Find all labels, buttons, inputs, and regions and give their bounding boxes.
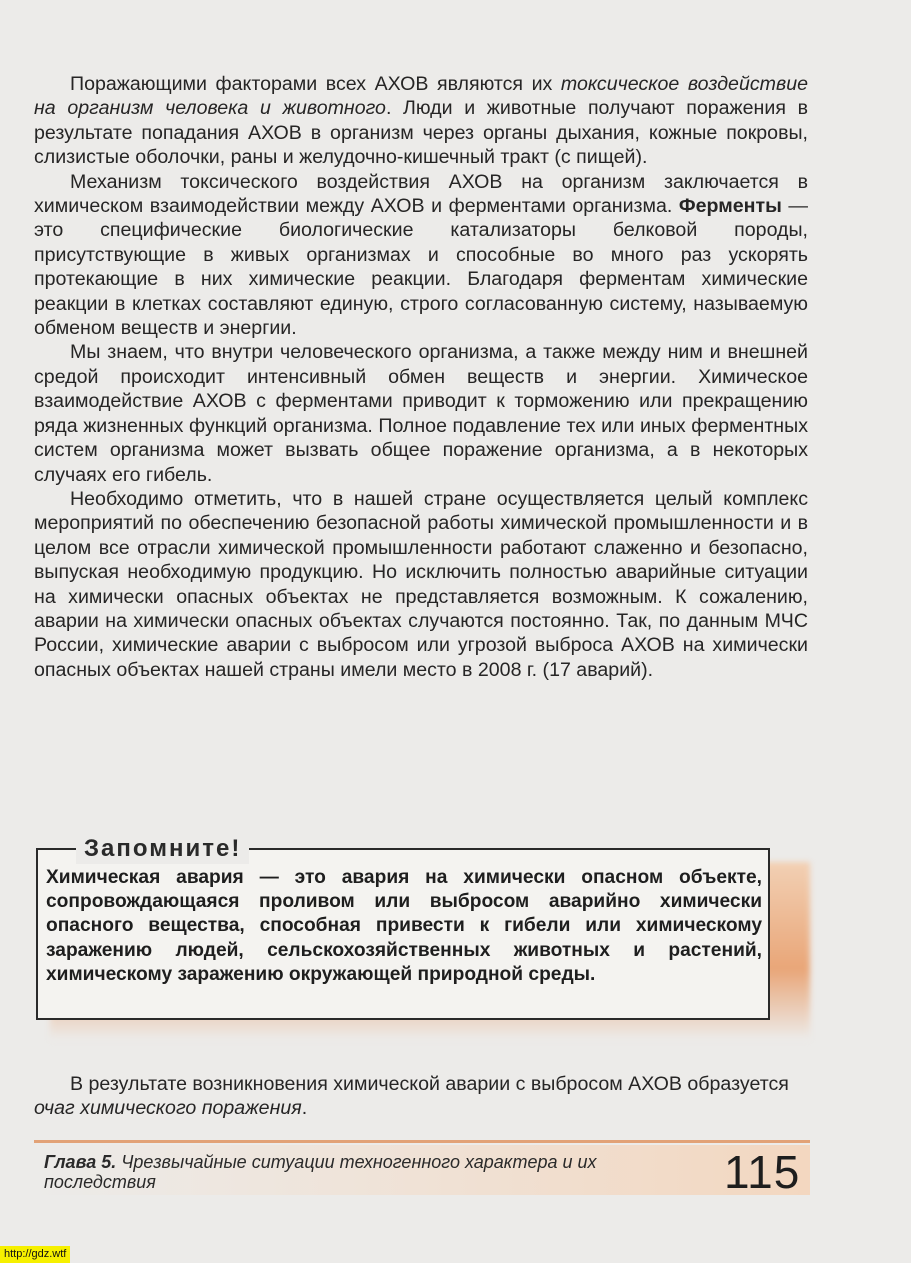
footer-rule (34, 1140, 810, 1143)
paragraph-3: Мы знаем, что внутри человеческого организма, а также между ним и внешней средой происходит интенсивный обмен веществ и энергии. Химическое взаимодействие АХОВ с ферментами приводит к торможению или прекращению ряда жизненных функций организма. Полное подавление тех или иных ферментных систем организма может вызвать общее поражение организма, а в некоторых случаях его гибель. (34, 341, 808, 486)
main-text (34, 72, 808, 682)
paragraph-2-term: Ферменты (678, 195, 782, 218)
paragraph-2-text-a: Механизм токсического воздействия АХОВ на организм заключается в химическом взаимодействии между АХОВ и ферментами организма. (34, 170, 808, 218)
paragraph-1-text-c: . Люди и животные получают поражения в результате попадания АХОВ в организм через органы дыхания, кожные покровы, слизистые оболочки, раны и желудочно-кишечный тракт (с пищей). (34, 97, 808, 169)
closing-emphasis: очаг химического поражения (34, 1097, 302, 1120)
page-number: 115 (724, 1146, 801, 1198)
paragraph-1 (34, 72, 808, 170)
watermark-link[interactable]: http://gdz.wtf (0, 1246, 70, 1263)
chapter-label: Глава 5. (44, 1152, 117, 1172)
paragraph-4: Необходимо отметить, что в нашей стране осуществляется целый комплекс мероприятий по обеспечению безопасной работы химической промышленности и в целом все отрасли химической промышленности работают слаженно и безопасно, выпуская необходимую продукцию. Но исключить полностью аварийные ситуации на химически опасных объектах не представляется возможным. К сожалению, аварии на химически опасных объектах случаются постоянно. Так, по данным МЧС России, химические аварии с выбросом или угрозой выброса АХОВ на химически опасных объектах нашей страны имели место в 2008 г. (17 аварий). (34, 487, 808, 681)
closing-paragraph (34, 1072, 808, 1121)
footer-chapter (44, 1152, 644, 1192)
paragraph-1-emphasis: токсическое воздействие на организм человека и животного (34, 73, 808, 120)
closing-text-c: . (301, 1097, 308, 1120)
chapter-title: Чрезвычайные ситуации техногенного характера и их последствия (44, 1152, 597, 1192)
paragraph-1-text-a: Поражающими факторами всех АХОВ являются их (70, 73, 561, 95)
remember-title: Запомните! (76, 834, 249, 864)
remember-definition: Химическая авария — это авария на химически опасном объекте, сопровождающаяся проливом или выбросом аварийно химически опасного вещества, способная привести к гибели или химическому заражению людей, сельскохозяйственных животных и растений, химическому заражению окружающей природной среды. (46, 867, 762, 985)
paragraph-2 (34, 170, 808, 341)
closing-text-a: В результате возникновения химической аварии с выбросом АХОВ образуется (70, 1073, 789, 1095)
paragraph-2-text-c: — это специфические биологические катализаторы белковой породы, присутствующие в живых организмах и способные во много раз ускорять протекающие в них химические реакции. Благодаря ферментам химические реакции в клетках составляют единую, строго согласованную систему, называемую обменом веществ и энергии. (34, 195, 808, 340)
